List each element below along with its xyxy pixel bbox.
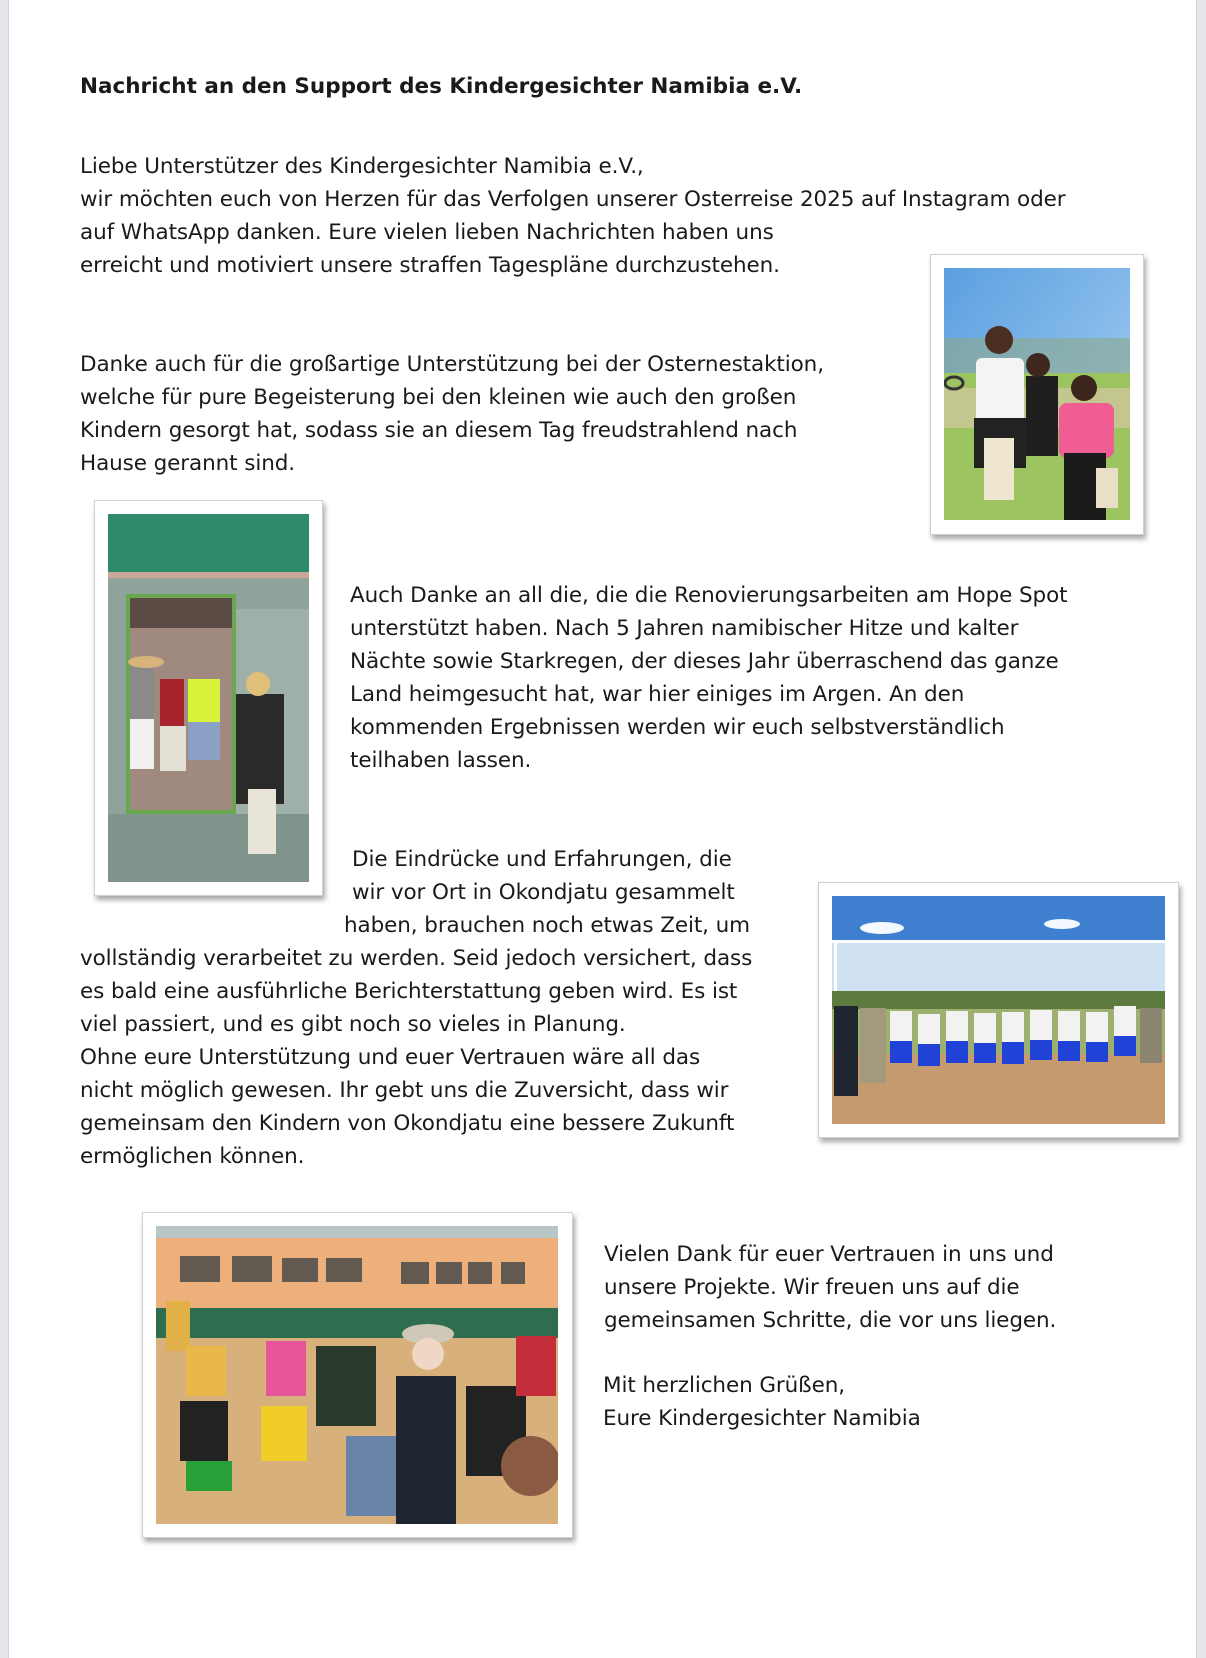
closing-greeting: Mit herzlichen Grüßen, — [603, 1373, 846, 1398]
photo-football-team — [832, 896, 1165, 1124]
text-line: Die Eindrücke und Erfahrungen, die — [352, 847, 732, 872]
text-line: nicht möglich gewesen. Ihr gebt uns die Zuversicht, dass wir — [80, 1078, 729, 1103]
page-edge-right — [1196, 0, 1206, 1658]
text-line: haben, brauchen noch etwas Zeit, um — [344, 913, 751, 938]
document-title: Nachricht an den Support des Kindergesichter Namibia e.V. — [80, 74, 803, 99]
text-line: Danke auch für die großartige Unterstützung bei der Osternestaktion, — [80, 352, 824, 377]
photo-frame-football-team — [818, 882, 1179, 1138]
text-line: vollständig verarbeitet zu werden. Seid jedoch versichert, dass — [80, 946, 753, 971]
page-edge-left — [0, 0, 9, 1658]
photo-girls-with-bags — [944, 268, 1130, 520]
text-line: gemeinsamen Schritte, die vor uns liegen. — [604, 1308, 1057, 1333]
text-line: Kindern gesorgt hat, sodass sie an diesem Tag freudstrahlend nach — [80, 418, 798, 443]
text-line: unterstützt haben. Nach 5 Jahren namibischer Hitze und kalter — [350, 616, 1019, 641]
text-line: gemeinsam den Kindern von Okondjatu eine bessere Zukunft — [80, 1111, 735, 1136]
text-line: Nächte sowie Starkregen, der dieses Jahr überraschend das ganze — [350, 649, 1059, 674]
text-line: Ohne eure Unterstützung und euer Vertrauen wäre all das — [80, 1045, 701, 1070]
text-line: es bald eine ausführliche Berichterstattung geben wird. Es ist — [80, 979, 738, 1004]
text-line: wir möchten euch von Herzen für das Verfolgen unserer Osterreise 2025 auf Instagram oder — [80, 187, 1066, 212]
text-line: erreicht und motiviert unsere straffen Tagespläne durchzustehen. — [80, 253, 780, 278]
photo-hope-spot-renovation — [108, 514, 309, 882]
text-line: welche für pure Begeisterung bei den kleinen wie auch den großen — [80, 385, 797, 410]
text-line: teilhaben lassen. — [350, 748, 532, 773]
text-line: Liebe Unterstützer des Kindergesichter Namibia e.V., — [80, 154, 644, 179]
text-line: ermöglichen können. — [80, 1144, 305, 1169]
text-line: kommenden Ergebnissen werden wir euch selbstverständlich — [350, 715, 1005, 740]
text-line: Vielen Dank für euer Vertrauen in uns und — [604, 1242, 1054, 1267]
text-line: Hause gerannt sind. — [80, 451, 296, 476]
photo-schoolchildren — [156, 1226, 558, 1524]
text-line: wir vor Ort in Okondjatu gesammelt — [352, 880, 735, 905]
text-line: viel passiert, und es gibt noch so vieles in Planung. — [80, 1012, 626, 1037]
closing-sender: Eure Kindergesichter Namibia — [603, 1406, 921, 1431]
text-line: Land heimgesucht hat, war hier einiges im Argen. An den — [350, 682, 965, 707]
text-line: unsere Projekte. Wir freuen uns auf die — [604, 1275, 1020, 1300]
photo-frame-hope-spot — [94, 500, 323, 896]
photo-frame-girls — [930, 254, 1144, 535]
photo-frame-schoolchildren — [142, 1212, 573, 1538]
text-line: Auch Danke an all die, die die Renovierungsarbeiten am Hope Spot — [350, 583, 1068, 608]
text-line: auf WhatsApp danken. Eure vielen lieben Nachrichten haben uns — [80, 220, 774, 245]
